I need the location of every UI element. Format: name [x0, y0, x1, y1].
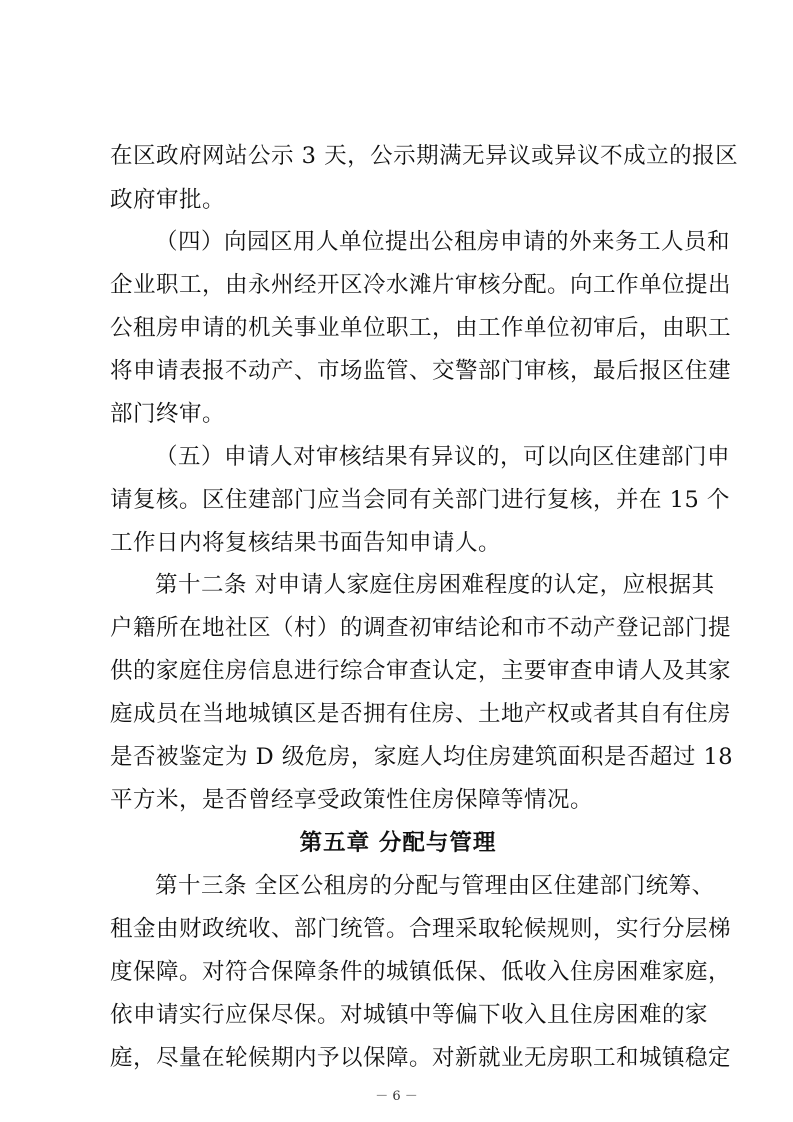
text-line: 度保障。对符合保障条件的城镇低保、低收入住房困难家庭， — [110, 959, 732, 985]
text-line: 企业职工，由永州经开区冷水滩片审核分配。向工作单位提出 — [110, 272, 732, 298]
text-line: 第十二条 对申请人家庭住房困难程度的认定，应根据其 — [155, 572, 715, 598]
text-line: 部门终审。 — [110, 401, 226, 427]
page-number: － 6 － — [375, 1089, 418, 1104]
text-line: 供的家庭住房信息进行综合审查认定，主要审查申请人及其家 — [110, 658, 732, 684]
text-line: 政府审批。 — [110, 187, 226, 213]
text-line: 工作日内将复核结果书面告知申请人。 — [110, 530, 502, 556]
text-line: 在区政府网站公示 3 天，公示期满无异议或异议不成立的报区 — [110, 143, 739, 169]
text-line: 请复核。区住建部门应当会同有关部门进行复核，并在 15 个 — [110, 487, 730, 513]
chapter-heading: 第五章 分配与管理 — [299, 830, 497, 856]
text-line: 户籍所在地社区（村）的调查初审结论和市不动产登记部门提 — [110, 615, 732, 641]
text-line: （四）向园区用人单位提出公租房申请的外来务工人员和 — [155, 229, 731, 255]
text-line: 平方米，是否曾经享受政策性住房保障等情况。 — [110, 787, 594, 813]
text-line: 将申请表报不动产、市场监管、交警部门审核，最后报区住建 — [110, 358, 732, 384]
text-line: 是否被鉴定为 D 级危房，家庭人均住房建筑面积是否超过 18 — [110, 744, 734, 770]
text-line: 租金由财政统收、部门统管。合理采取轮候规则，实行分层梯 — [110, 916, 732, 942]
text-line: 庭成员在当地城镇区是否拥有住房、土地产权或者其自有住房 — [110, 701, 732, 727]
text-line: （五）申请人对审核结果有异议的，可以向区住建部门申 — [155, 444, 731, 470]
text-line: 第十三条 全区公租房的分配与管理由区住建部门统筹、 — [155, 873, 715, 899]
text-line: 依申请实行应保尽保。对城镇中等偏下收入且住房困难的家 — [110, 1002, 709, 1028]
text-line: 庭，尽量在轮候期内予以保障。对新就业无房职工和城镇稳定 — [110, 1045, 732, 1071]
text-line: 公租房申请的机关事业单位职工，由工作单位初审后，由职工 — [110, 315, 732, 341]
